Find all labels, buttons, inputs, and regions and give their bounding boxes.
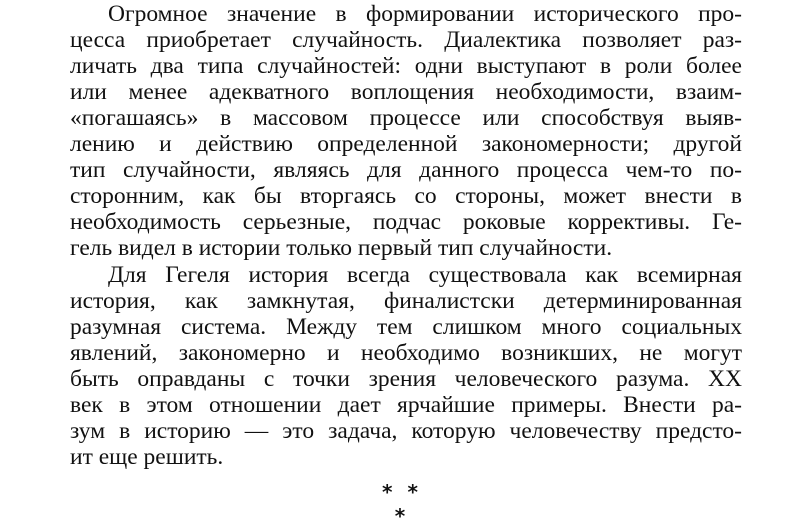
text-line: разумная система. Между тем слишком много социальных <box>70 314 742 340</box>
text-line: явлений, закономерно и необходимо возникших, не могут <box>70 340 742 366</box>
text-line: личать два типа случайностей: одни выступают в роли более <box>70 53 742 79</box>
section-separator: * * * <box>382 480 422 528</box>
text-line: тип случайности, являясь для данного процесса чем-то по- <box>70 157 742 183</box>
text-line: цесса приобретает случайность. Диалектика позволяет раз- <box>70 27 742 53</box>
text-line: век в этом отношении дает ярчайшие примеры. Внести ра- <box>70 392 742 418</box>
text-line: история, как замкнутая, финалистски детерминированная <box>70 288 742 314</box>
text-line: ит еще решить. <box>70 444 224 470</box>
text-line: Для Гегеля история всегда существовала как всемирная <box>108 262 742 288</box>
text-line: «погашаясь» в массовом процессе или способствуя выяв- <box>70 105 742 131</box>
text-line: зум в историю — это задача, которую человечеству предсто- <box>70 418 742 444</box>
text-line: быть оправданы с точки зрения человеческого разума. XX <box>70 366 742 392</box>
text-line: сторонним, как бы вторгаясь со стороны, может внести в <box>70 183 742 209</box>
text-line: гель видел в истории только первый тип случайности. <box>70 235 613 261</box>
text-line: Огромное значение в формировании исторического про- <box>108 1 742 27</box>
text-line: лению и действию определенной закономерности; другой <box>70 131 742 157</box>
text-line: необходимость серьезные, подчас роковые коррективы. Ге- <box>70 209 742 235</box>
text-line: или менее адекватного воплощения необходимости, взаим- <box>70 79 742 105</box>
